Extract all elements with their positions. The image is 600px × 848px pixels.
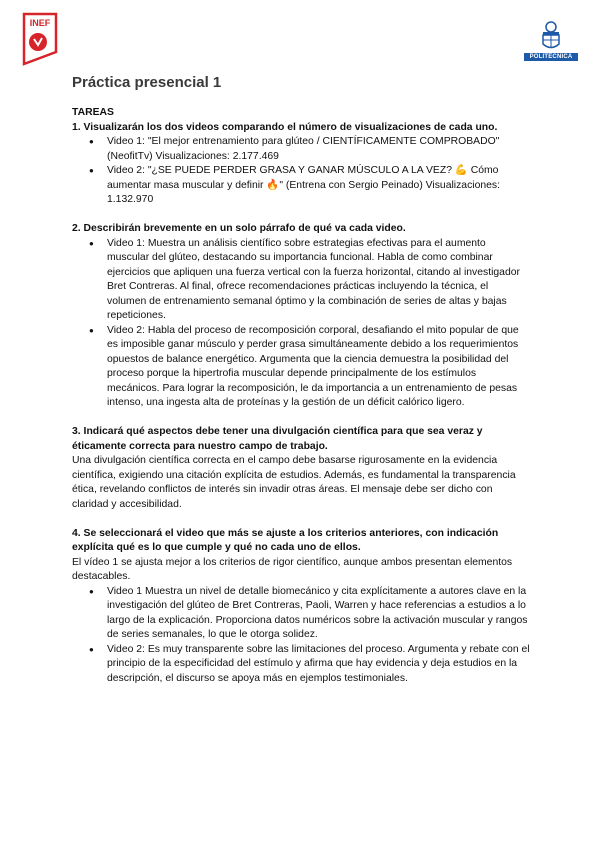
answer-3: Una divulgación científica correcta en el campo debe basarse rigurosamente en la evidencia científica, exigiendo una citación explícita de estudios. Además, es fundamental la transparencia ética, revelando conflictos de interés sin invadir otras áreas. El mensaje debe ser dicho con claridad y accesibilidad. [72,455,516,510]
list-item: ● Video 2: "¿SE PUEDE PERDER GRASA Y GANAR MÚSCULO A LA VEZ? 💪 Cómo aumentar masa muscular y definir 🔥" (Entrena con Sergio Peinado) Visualizaciones: 1.132.970 [89,164,530,208]
document-body [72,106,530,686]
list-item: ● Video 1: "El mejor entrenamiento para glúteo / CIENTÍFICAMENTE COMPROBADO" (NeofitTv) Visualizaciones: 2.177.469 [89,135,530,164]
question-1-list [72,135,530,208]
inef-logo-text: INEF [29,18,51,28]
question-4: 4. Se seleccionará el video que más se ajuste a los criterios anteriores, con indicación explícita qué es lo que cumple y qué no cada uno de ellos. [72,527,499,553]
answer-4-intro: El vídeo 1 se ajusta mejor a los criterios de rigor científico, aunque ambos presentan elementos destacables. [72,556,513,582]
upm-logo-text: POLITÉCNICA [524,53,578,61]
upm-logo [524,20,578,66]
list-item: ● Video 1: Muestra un análisis científico sobre estrategias efectivas para el aumento muscular del glúteo, destacando su importancia funcional. Habla de como combinar ejercicios que apliquen una fuerza vertical con la fuerza horizontal, citando al investigador Bret Contreras. Al final, ofrece recomendaciones prácticas incluyendo la técnica, el volumen de entrenamiento semanal óptimo y la combinación de series de altas y bajas repeticiones. [89,237,530,324]
question-3: 3. Indicará qué aspectos debe tener una divulgación científica para que sea veraz y éticamente correcta para nuestro campo de trabajo. [72,426,483,452]
list-item: ● Video 1 Muestra un nivel de detalle biomecánico y cita explícitamente a autores clave en la investigación del glúteo de Bret Contreras, Paoli, Warren y hace referencias a estudios a lo largo de la explicación. Proporciona datos numéricos sobre la activación muscular y rangos de series semanales, lo que le otorga solidez. [89,585,530,643]
inef-logo [22,12,58,66]
question-4-list [72,585,530,687]
document-title: Práctica presencial 1 [72,74,222,91]
question-2-list [72,237,530,411]
tareas-heading: TAREAS [72,107,114,118]
list-item: ● Video 2: Es muy transparente sobre las limitaciones del proceso. Argumenta y rebate con el principio de la especificidad del estímulo y afirma que hay evidencia y deja estudios en la descripción, el discurso se apoya más en ejemplos testimoniales. [89,643,530,687]
question-1: 1. Visualizarán los dos videos comparando el número de visualizaciones de cada uno. [72,121,498,133]
question-2: 2. Describirán brevemente en un solo párrafo de qué va cada video. [72,223,406,234]
upm-crest-icon [537,20,565,52]
list-item: ● Video 2: Habla del proceso de recomposición corporal, desafiando el mito popular de que es imposible ganar músculo y perder grasa simultáneamente debido a los requerimientos opuestos de balance energético. Argumenta que la ciencia demuestra la posibilidad del proceso porque la hipertrofia muscular depende principalmente de los estímulos mecánicos. Para lograr la recomposición, le da importancia a un entrenamiento de pesas intenso, una ingesta alta de proteínas y la gestión de un déficit calórico ligero. [89,324,530,411]
